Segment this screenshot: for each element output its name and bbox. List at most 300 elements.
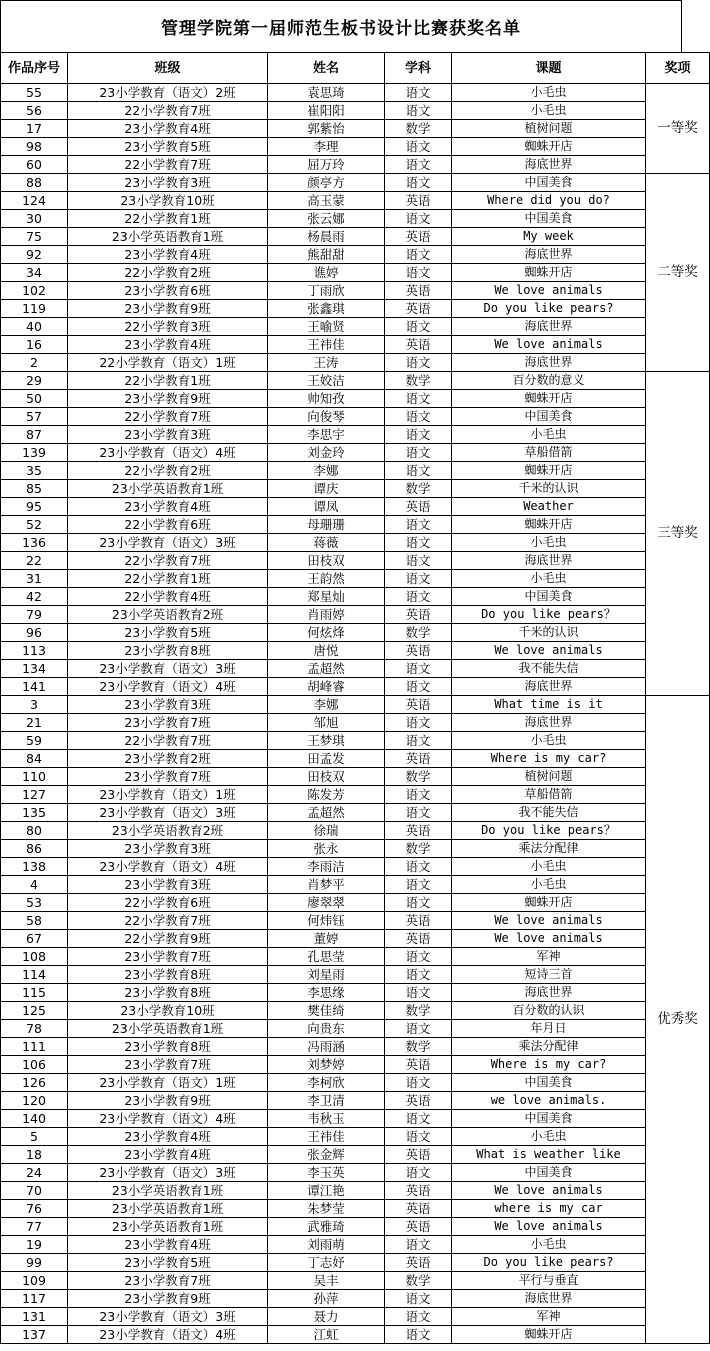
entry-no-cell: 40 xyxy=(1,318,68,336)
class-cell: 23小学教育（语文）3班 xyxy=(68,534,268,552)
entry-no-cell: 125 xyxy=(1,1002,68,1020)
class-cell: 23小学教育8班 xyxy=(68,984,268,1002)
subject-cell: 英语 xyxy=(385,192,452,210)
subject-cell: 语文 xyxy=(385,984,452,1002)
class-cell: 23小学英语教育1班 xyxy=(68,480,268,498)
entry-no-cell: 113 xyxy=(1,642,68,660)
class-cell: 23小学教育3班 xyxy=(68,840,268,858)
table-row xyxy=(1,912,710,930)
topic-cell: Do you like pears? xyxy=(452,1254,646,1272)
table-row xyxy=(1,156,710,174)
student-name-cell: 胡峰睿 xyxy=(268,678,385,696)
topic-cell: 千米的认识 xyxy=(452,480,646,498)
class-cell: 23小学教育9班 xyxy=(68,300,268,318)
subject-cell: 语文 xyxy=(385,1236,452,1254)
topic-cell: We love animals xyxy=(452,336,646,354)
subject-cell: 语文 xyxy=(385,318,452,336)
class-cell: 22小学教育1班 xyxy=(68,210,268,228)
table-row xyxy=(1,1200,710,1218)
entry-no-cell: 136 xyxy=(1,534,68,552)
entry-no-cell: 135 xyxy=(1,804,68,822)
subject-cell: 数学 xyxy=(385,768,452,786)
entry-no-cell: 106 xyxy=(1,1056,68,1074)
entry-no-cell: 75 xyxy=(1,228,68,246)
table-row xyxy=(1,1254,710,1272)
class-cell: 22小学教育2班 xyxy=(68,462,268,480)
student-name-cell: 吴丰 xyxy=(268,1272,385,1290)
subject-cell: 数学 xyxy=(385,120,452,138)
subject-cell: 语文 xyxy=(385,426,452,444)
topic-cell: 平行与垂直 xyxy=(452,1272,646,1290)
topic-cell: We love animals xyxy=(452,912,646,930)
table-row xyxy=(1,318,710,336)
subject-cell: 语文 xyxy=(385,462,452,480)
class-cell: 23小学教育8班 xyxy=(68,642,268,660)
table-row xyxy=(1,1326,710,1344)
subject-cell: 语文 xyxy=(385,1290,452,1308)
subject-cell: 语文 xyxy=(385,1326,452,1344)
table-row xyxy=(1,372,710,390)
subject-cell: 数学 xyxy=(385,624,452,642)
class-cell: 23小学英语教育2班 xyxy=(68,822,268,840)
subject-cell: 语文 xyxy=(385,714,452,732)
entry-no-cell: 5 xyxy=(1,1128,68,1146)
table-row xyxy=(1,894,710,912)
class-cell: 22小学教育7班 xyxy=(68,912,268,930)
table-row xyxy=(1,138,710,156)
entry-no-cell: 31 xyxy=(1,570,68,588)
subject-cell: 英语 xyxy=(385,930,452,948)
class-cell: 23小学教育3班 xyxy=(68,426,268,444)
class-cell: 23小学教育（语文）4班 xyxy=(68,1326,268,1344)
entry-no-cell: 141 xyxy=(1,678,68,696)
table-row xyxy=(1,552,710,570)
class-cell: 23小学教育（语文）3班 xyxy=(68,1308,268,1326)
class-cell: 23小学英语教育1班 xyxy=(68,228,268,246)
topic-cell: 小毛虫 xyxy=(452,858,646,876)
class-cell: 23小学教育3班 xyxy=(68,696,268,714)
table-row xyxy=(1,120,710,138)
student-name-cell: 刘星雨 xyxy=(268,966,385,984)
subject-cell: 数学 xyxy=(385,372,452,390)
topic-cell: 小毛虫 xyxy=(452,570,646,588)
entry-no-cell: 59 xyxy=(1,732,68,750)
student-name-cell: 王喻贤 xyxy=(268,318,385,336)
topic-cell: 蜘蛛开店 xyxy=(452,1326,646,1344)
student-name-cell: 谭庆 xyxy=(268,480,385,498)
table-row xyxy=(1,264,710,282)
topic-cell: 蜘蛛开店 xyxy=(452,462,646,480)
table-row xyxy=(1,732,710,750)
class-cell: 23小学教育9班 xyxy=(68,390,268,408)
table-row xyxy=(1,1290,710,1308)
subject-cell: 语文 xyxy=(385,1128,452,1146)
student-name-cell: 田枝双 xyxy=(268,552,385,570)
topic-cell: What is weather like xyxy=(452,1146,646,1164)
class-cell: 22小学教育9班 xyxy=(68,930,268,948)
class-cell: 23小学教育4班 xyxy=(68,120,268,138)
subject-cell: 语文 xyxy=(385,1110,452,1128)
student-name-cell: 郭紫怡 xyxy=(268,120,385,138)
entry-no-cell: 117 xyxy=(1,1290,68,1308)
student-name-cell: 张永 xyxy=(268,840,385,858)
table-row xyxy=(1,624,710,642)
subject-cell: 英语 xyxy=(385,1254,452,1272)
table-row xyxy=(1,660,710,678)
entry-no-cell: 17 xyxy=(1,120,68,138)
subject-cell: 语文 xyxy=(385,786,452,804)
table-row xyxy=(1,822,710,840)
class-cell: 22小学教育7班 xyxy=(68,102,268,120)
topic-cell: 小毛虫 xyxy=(452,426,646,444)
entry-no-cell: 58 xyxy=(1,912,68,930)
topic-cell: 军神 xyxy=(452,1308,646,1326)
topic-cell: We love animals xyxy=(452,1218,646,1236)
subject-cell: 英语 xyxy=(385,606,452,624)
subject-cell: 语文 xyxy=(385,390,452,408)
topic-cell: Where is my car? xyxy=(452,750,646,768)
subject-cell: 语文 xyxy=(385,534,452,552)
table-row xyxy=(1,300,710,318)
student-name-cell: 李娜 xyxy=(268,462,385,480)
class-cell: 23小学教育（语文）4班 xyxy=(68,858,268,876)
subject-cell: 英语 xyxy=(385,912,452,930)
class-cell: 22小学教育（语文）1班 xyxy=(68,354,268,372)
student-name-cell: 帅知孜 xyxy=(268,390,385,408)
subject-cell: 英语 xyxy=(385,282,452,300)
student-name-cell: 丁志妤 xyxy=(268,1254,385,1272)
student-name-cell: 李雨洁 xyxy=(268,858,385,876)
topic-cell: 小毛虫 xyxy=(452,102,646,120)
class-cell: 23小学教育（语文）4班 xyxy=(68,678,268,696)
student-name-cell: 李思缘 xyxy=(268,984,385,1002)
class-cell: 23小学教育9班 xyxy=(68,1290,268,1308)
entry-no-cell: 78 xyxy=(1,1020,68,1038)
student-name-cell: 韦秋玉 xyxy=(268,1110,385,1128)
student-name-cell: 田孟发 xyxy=(268,750,385,768)
student-name-cell: 屈万玲 xyxy=(268,156,385,174)
class-cell: 23小学教育4班 xyxy=(68,246,268,264)
topic-cell: 年月日 xyxy=(452,1020,646,1038)
class-cell: 23小学教育（语文）1班 xyxy=(68,786,268,804)
table-row xyxy=(1,462,710,480)
table-row xyxy=(1,570,710,588)
entry-no-cell: 87 xyxy=(1,426,68,444)
entry-no-cell: 30 xyxy=(1,210,68,228)
topic-cell: 短诗三首 xyxy=(452,966,646,984)
topic-cell: 蜘蛛开店 xyxy=(452,138,646,156)
table-row xyxy=(1,516,710,534)
subject-cell: 数学 xyxy=(385,1272,452,1290)
entry-no-cell: 2 xyxy=(1,354,68,372)
student-name-cell: 刘雨萌 xyxy=(268,1236,385,1254)
entry-no-cell: 115 xyxy=(1,984,68,1002)
topic-cell: 千米的认识 xyxy=(452,624,646,642)
entry-no-cell: 134 xyxy=(1,660,68,678)
header-class: 班级 xyxy=(68,53,268,84)
class-cell: 23小学教育5班 xyxy=(68,138,268,156)
topic-cell: Where did you do? xyxy=(452,192,646,210)
student-name-cell: 谯婷 xyxy=(268,264,385,282)
entry-no-cell: 42 xyxy=(1,588,68,606)
subject-cell: 语文 xyxy=(385,354,452,372)
header-award: 奖项 xyxy=(646,53,710,84)
award-level-cell: 二等奖 xyxy=(646,174,710,372)
topic-cell: 草船借箭 xyxy=(452,444,646,462)
topic-cell: 海底世界 xyxy=(452,714,646,732)
topic-cell: My week xyxy=(452,228,646,246)
topic-cell: Do you like pears？ xyxy=(452,822,646,840)
student-name-cell: 何炫烽 xyxy=(268,624,385,642)
topic-cell: Do you like pears？ xyxy=(452,606,646,624)
subject-cell: 语文 xyxy=(385,804,452,822)
student-name-cell: 孟超然 xyxy=(268,660,385,678)
class-cell: 23小学教育3班 xyxy=(68,174,268,192)
entry-no-cell: 126 xyxy=(1,1074,68,1092)
class-cell: 23小学英语教育2班 xyxy=(68,606,268,624)
topic-cell: 小毛虫 xyxy=(452,1236,646,1254)
student-name-cell: 江虹 xyxy=(268,1326,385,1344)
entry-no-cell: 131 xyxy=(1,1308,68,1326)
table-row xyxy=(1,948,710,966)
subject-cell: 英语 xyxy=(385,1056,452,1074)
entry-no-cell: 124 xyxy=(1,192,68,210)
entry-no-cell: 50 xyxy=(1,390,68,408)
student-name-cell: 朱梦莹 xyxy=(268,1200,385,1218)
subject-cell: 语文 xyxy=(385,1308,452,1326)
table-row xyxy=(1,102,710,120)
table-row xyxy=(1,408,710,426)
topic-cell: We love animals xyxy=(452,642,646,660)
class-cell: 23小学教育（语文）1班 xyxy=(68,1074,268,1092)
entry-no-cell: 57 xyxy=(1,408,68,426)
topic-cell: 我不能失信 xyxy=(452,660,646,678)
class-cell: 23小学教育8班 xyxy=(68,1038,268,1056)
class-cell: 23小学教育9班 xyxy=(68,1092,268,1110)
student-name-cell: 孟超然 xyxy=(268,804,385,822)
class-cell: 23小学教育4班 xyxy=(68,1128,268,1146)
subject-cell: 语文 xyxy=(385,444,452,462)
entry-no-cell: 52 xyxy=(1,516,68,534)
table-row xyxy=(1,228,710,246)
table-row xyxy=(1,930,710,948)
class-cell: 23小学教育（语文）2班 xyxy=(68,84,268,102)
table-row xyxy=(1,1236,710,1254)
entry-no-cell: 92 xyxy=(1,246,68,264)
subject-cell: 数学 xyxy=(385,1002,452,1020)
table-row xyxy=(1,1092,710,1110)
entry-no-cell: 95 xyxy=(1,498,68,516)
student-name-cell: 董婷 xyxy=(268,930,385,948)
class-cell: 22小学教育7班 xyxy=(68,552,268,570)
student-name-cell: 田枝双 xyxy=(268,768,385,786)
entry-no-cell: 127 xyxy=(1,786,68,804)
table-row xyxy=(1,768,710,786)
student-name-cell: 丁雨欣 xyxy=(268,282,385,300)
header-subject: 学科 xyxy=(385,53,452,84)
entry-no-cell: 19 xyxy=(1,1236,68,1254)
subject-cell: 语文 xyxy=(385,1074,452,1092)
class-cell: 23小学教育2班 xyxy=(68,750,268,768)
entry-no-cell: 119 xyxy=(1,300,68,318)
table-row xyxy=(1,480,710,498)
student-name-cell: 王涛 xyxy=(268,354,385,372)
topic-cell: 蜘蛛开店 xyxy=(452,894,646,912)
topic-cell: 军神 xyxy=(452,948,646,966)
class-cell: 23小学教育4班 xyxy=(68,1146,268,1164)
subject-cell: 语文 xyxy=(385,1164,452,1182)
class-cell: 23小学英语教育1班 xyxy=(68,1182,268,1200)
topic-cell: 蜘蛛开店 xyxy=(452,390,646,408)
table-row xyxy=(1,1020,710,1038)
entry-no-cell: 96 xyxy=(1,624,68,642)
student-name-cell: 刘金玲 xyxy=(268,444,385,462)
class-cell: 23小学教育4班 xyxy=(68,498,268,516)
topic-cell: 海底世界 xyxy=(452,984,646,1002)
topic-cell: 中国美食 xyxy=(452,1110,646,1128)
table-row xyxy=(1,498,710,516)
student-name-cell: 谭江艳 xyxy=(268,1182,385,1200)
class-cell: 23小学英语教育1班 xyxy=(68,1020,268,1038)
class-cell: 22小学教育7班 xyxy=(68,408,268,426)
table-row xyxy=(1,786,710,804)
student-name-cell: 颜亭方 xyxy=(268,174,385,192)
table-body xyxy=(1,84,710,1344)
subject-cell: 英语 xyxy=(385,1200,452,1218)
topic-cell: 蜘蛛开店 xyxy=(452,264,646,282)
entry-no-cell: 99 xyxy=(1,1254,68,1272)
topic-cell: 小毛虫 xyxy=(452,876,646,894)
subject-cell: 语文 xyxy=(385,876,452,894)
student-name-cell: 张金辉 xyxy=(268,1146,385,1164)
table-row xyxy=(1,210,710,228)
class-cell: 23小学教育5班 xyxy=(68,1254,268,1272)
entry-no-cell: 84 xyxy=(1,750,68,768)
topic-cell: 百分数的认识 xyxy=(452,1002,646,1020)
student-name-cell: 冯雨涵 xyxy=(268,1038,385,1056)
class-cell: 23小学教育（语文）4班 xyxy=(68,444,268,462)
table-row xyxy=(1,840,710,858)
entry-no-cell: 29 xyxy=(1,372,68,390)
class-cell: 23小学教育7班 xyxy=(68,1056,268,1074)
entry-no-cell: 88 xyxy=(1,174,68,192)
table-row xyxy=(1,1110,710,1128)
student-name-cell: 李思宇 xyxy=(268,426,385,444)
table-row xyxy=(1,336,710,354)
topic-cell: 小毛虫 xyxy=(452,732,646,750)
header-entry-no: 作品序号 xyxy=(1,53,68,84)
student-name-cell: 何炜钰 xyxy=(268,912,385,930)
entry-no-cell: 102 xyxy=(1,282,68,300)
table-row xyxy=(1,1002,710,1020)
table-row xyxy=(1,606,710,624)
entry-no-cell: 109 xyxy=(1,1272,68,1290)
topic-cell: 中国美食 xyxy=(452,1074,646,1092)
entry-no-cell: 77 xyxy=(1,1218,68,1236)
table-row xyxy=(1,750,710,768)
table-header xyxy=(1,53,710,84)
header-name: 姓名 xyxy=(268,53,385,84)
student-name-cell: 王祎佳 xyxy=(268,336,385,354)
student-name-cell: 武雅琦 xyxy=(268,1218,385,1236)
topic-cell: 中国美食 xyxy=(452,174,646,192)
class-cell: 23小学教育10班 xyxy=(68,1002,268,1020)
student-name-cell: 杨晨雨 xyxy=(268,228,385,246)
topic-cell: 海底世界 xyxy=(452,678,646,696)
topic-cell: 草船借箭 xyxy=(452,786,646,804)
entry-no-cell: 80 xyxy=(1,822,68,840)
class-cell: 22小学教育7班 xyxy=(68,156,268,174)
entry-no-cell: 22 xyxy=(1,552,68,570)
class-cell: 22小学教育1班 xyxy=(68,372,268,390)
table-row xyxy=(1,858,710,876)
table-row xyxy=(1,390,710,408)
topic-cell: 小毛虫 xyxy=(452,84,646,102)
class-cell: 23小学教育（语文）3班 xyxy=(68,1164,268,1182)
subject-cell: 语文 xyxy=(385,894,452,912)
table-row xyxy=(1,1056,710,1074)
subject-cell: 英语 xyxy=(385,1146,452,1164)
topic-cell: 中国美食 xyxy=(452,408,646,426)
entry-no-cell: 70 xyxy=(1,1182,68,1200)
topic-cell: 植树问题 xyxy=(452,768,646,786)
subject-cell: 英语 xyxy=(385,336,452,354)
entry-no-cell: 111 xyxy=(1,1038,68,1056)
topic-cell: 海底世界 xyxy=(452,1290,646,1308)
subject-cell: 语文 xyxy=(385,660,452,678)
table-row xyxy=(1,1146,710,1164)
topic-cell: Weather xyxy=(452,498,646,516)
student-name-cell: 谭凤 xyxy=(268,498,385,516)
subject-cell: 英语 xyxy=(385,1092,452,1110)
topic-cell: We love animals xyxy=(452,930,646,948)
student-name-cell: 聂力 xyxy=(268,1308,385,1326)
table-row xyxy=(1,876,710,894)
subject-cell: 语文 xyxy=(385,264,452,282)
entry-no-cell: 24 xyxy=(1,1164,68,1182)
topic-cell: 海底世界 xyxy=(452,354,646,372)
table-row xyxy=(1,174,710,192)
table-row xyxy=(1,426,710,444)
student-name-cell: 郑星灿 xyxy=(268,588,385,606)
page-title: 管理学院第一届师范生板书设计比赛获奖名单 xyxy=(0,0,682,52)
student-name-cell: 唐悦 xyxy=(268,642,385,660)
entry-no-cell: 34 xyxy=(1,264,68,282)
subject-cell: 英语 xyxy=(385,1218,452,1236)
student-name-cell: 熊甜甜 xyxy=(268,246,385,264)
table-row xyxy=(1,696,710,714)
student-name-cell: 袁思琦 xyxy=(268,84,385,102)
subject-cell: 语文 xyxy=(385,858,452,876)
table-row xyxy=(1,84,710,102)
class-cell: 22小学教育6班 xyxy=(68,894,268,912)
topic-cell: Where is my car? xyxy=(452,1056,646,1074)
topic-cell: we love animals. xyxy=(452,1092,646,1110)
subject-cell: 语文 xyxy=(385,102,452,120)
student-name-cell: 陈发芳 xyxy=(268,786,385,804)
class-cell: 22小学教育3班 xyxy=(68,318,268,336)
subject-cell: 语文 xyxy=(385,588,452,606)
table-row xyxy=(1,282,710,300)
student-name-cell: 李柯欣 xyxy=(268,1074,385,1092)
table-row xyxy=(1,1128,710,1146)
topic-cell: What time is it xyxy=(452,696,646,714)
entry-no-cell: 137 xyxy=(1,1326,68,1344)
entry-no-cell: 140 xyxy=(1,1110,68,1128)
award-level-cell: 三等奖 xyxy=(646,372,710,696)
topic-cell: 百分数的意义 xyxy=(452,372,646,390)
class-cell: 23小学教育10班 xyxy=(68,192,268,210)
